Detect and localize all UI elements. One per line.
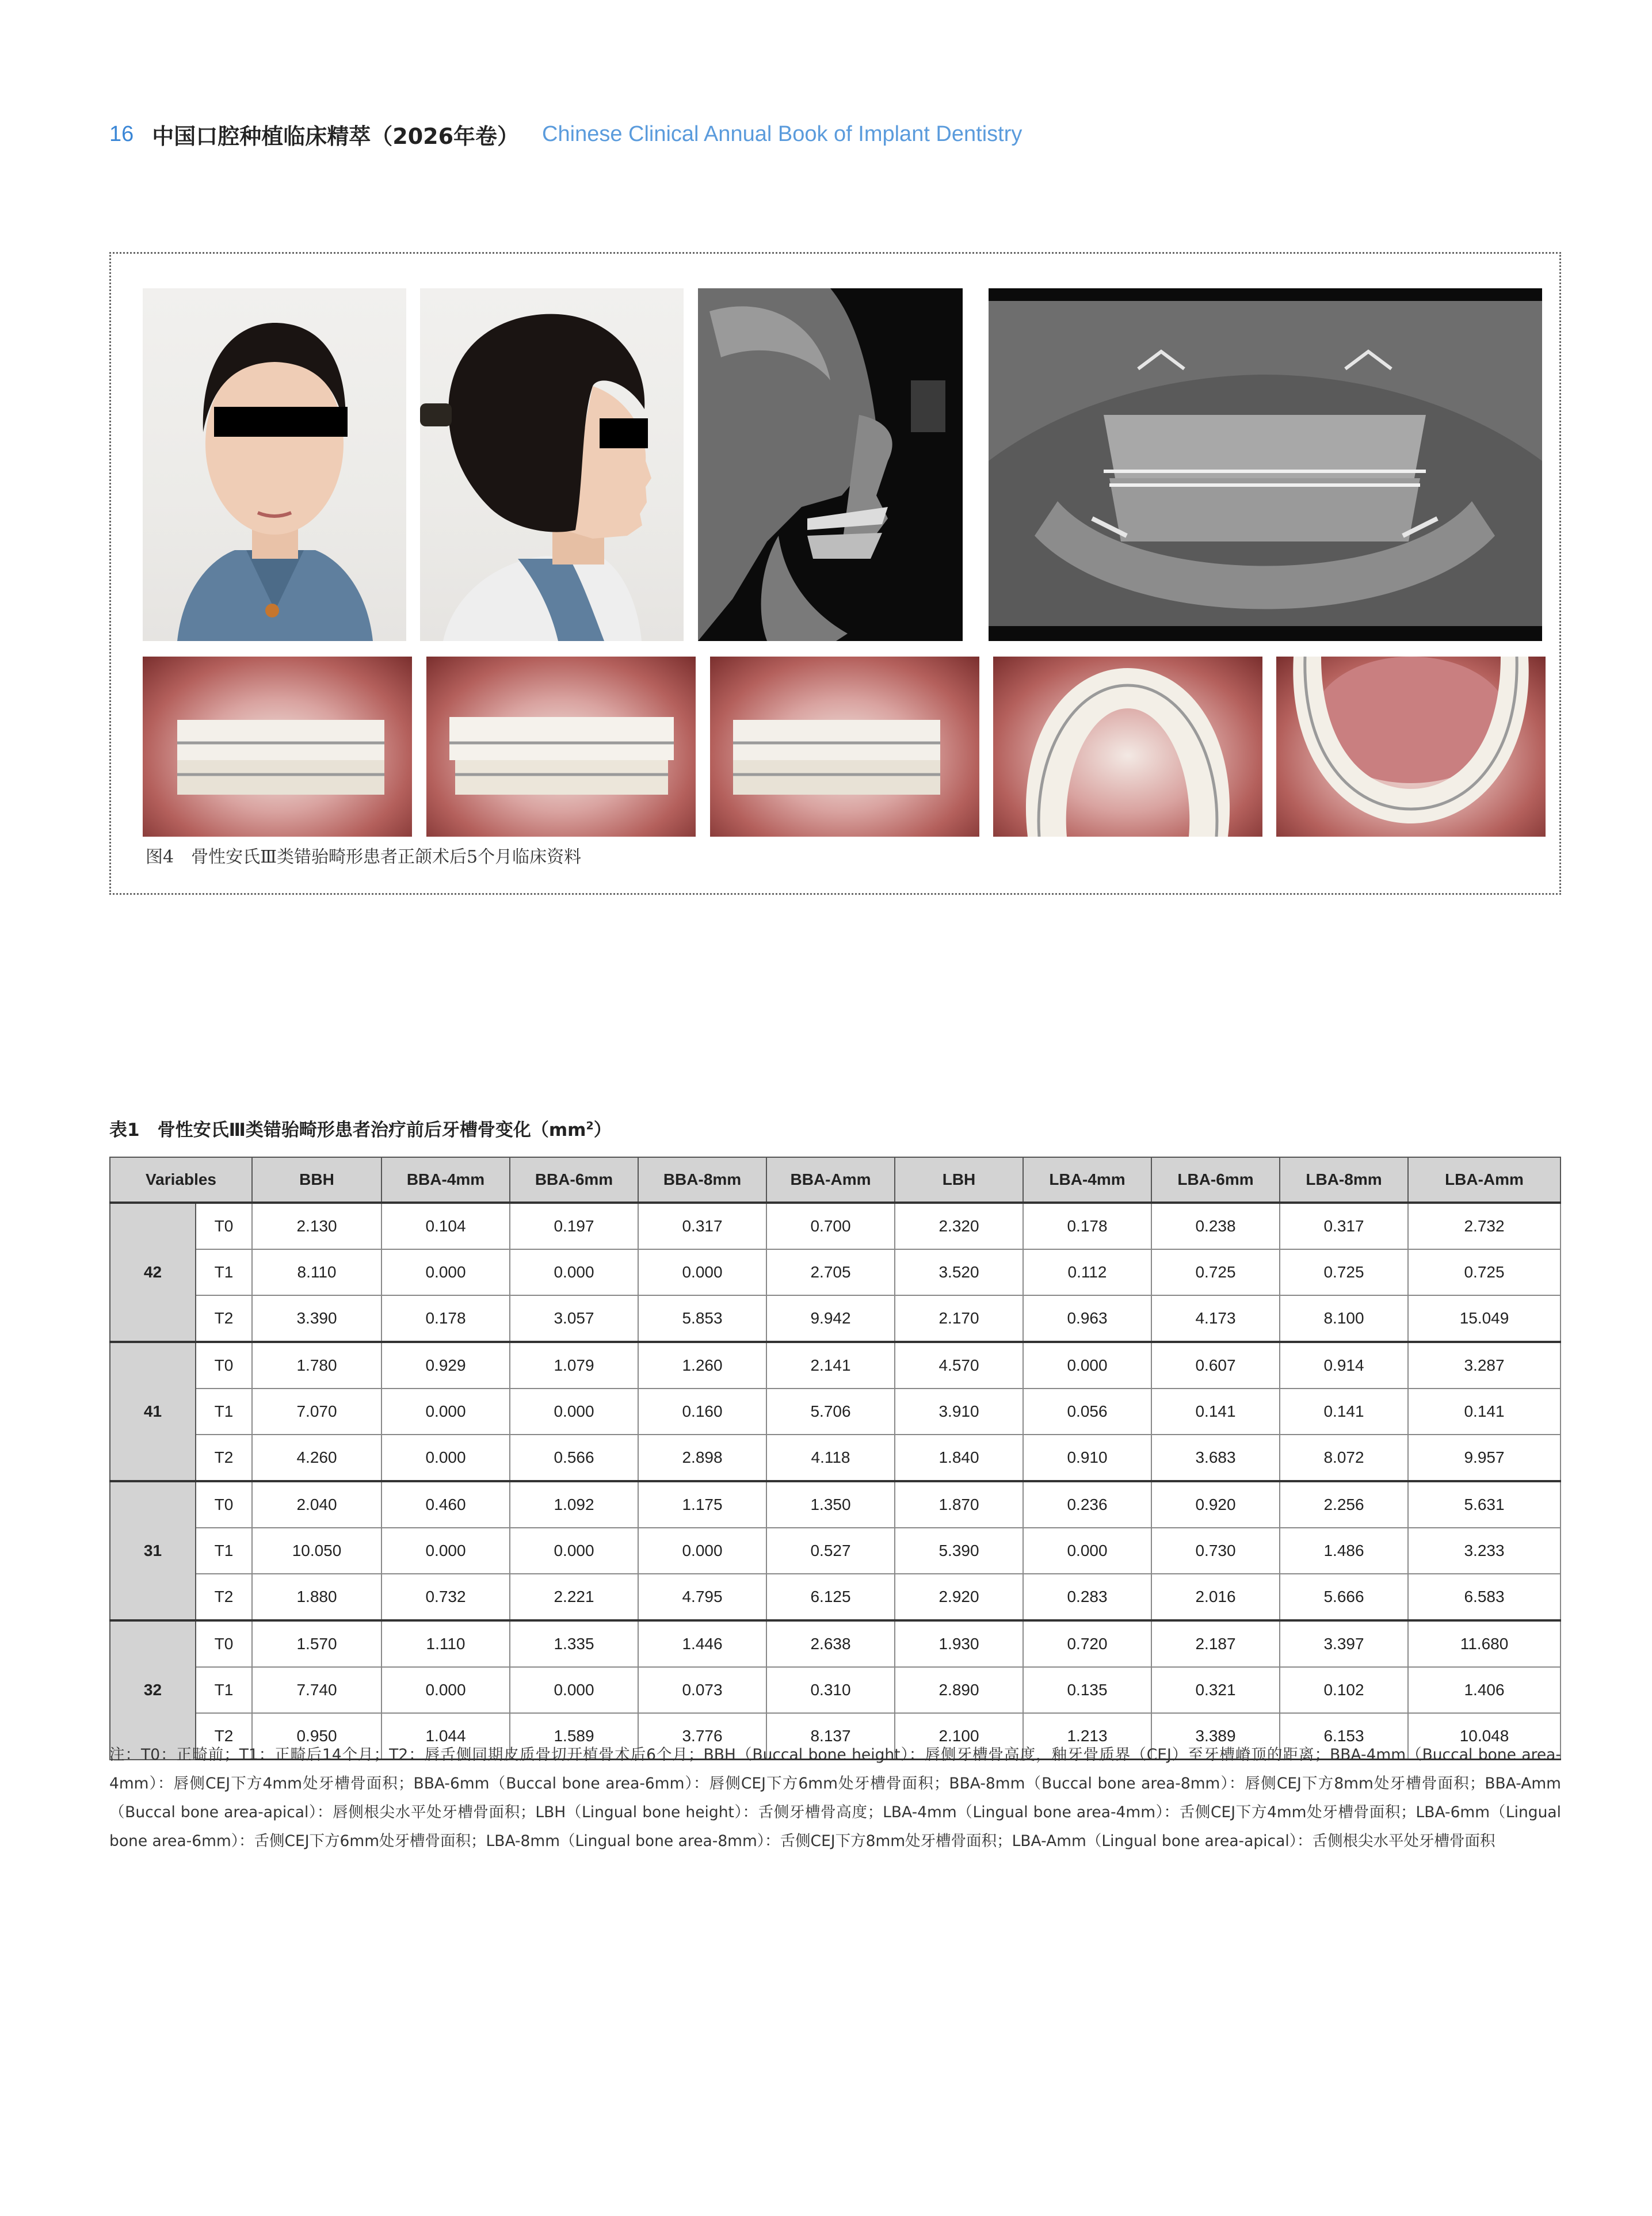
table-row <box>110 1574 1561 1620</box>
value-cell: 2.920 <box>895 1574 1023 1620</box>
table-header-row <box>110 1157 1561 1203</box>
column-header: LBA-Amm <box>1408 1157 1561 1203</box>
value-cell: 0.141 <box>1408 1389 1561 1435</box>
value-cell: 3.683 <box>1151 1435 1280 1481</box>
value-cell: 1.840 <box>895 1435 1023 1481</box>
value-cell: 0.238 <box>1151 1203 1280 1249</box>
page-number: 16 <box>109 121 134 146</box>
column-header: BBA-4mm <box>381 1157 510 1203</box>
value-cell: 0.283 <box>1023 1574 1151 1620</box>
value-cell: 8.100 <box>1280 1295 1408 1342</box>
value-cell: 1.446 <box>638 1620 766 1667</box>
value-cell: 5.853 <box>638 1295 766 1342</box>
value-cell: 0.104 <box>381 1203 510 1249</box>
eye-censor-bar <box>600 418 648 448</box>
value-cell: 0.000 <box>381 1528 510 1574</box>
timepoint-cell: T1 <box>196 1389 252 1435</box>
value-cell: 7.070 <box>252 1389 381 1435</box>
value-cell: 0.141 <box>1151 1389 1280 1435</box>
column-header: BBH <box>252 1157 381 1203</box>
value-cell: 5.666 <box>1280 1574 1408 1620</box>
alveolar-bone-table <box>109 1157 1561 1760</box>
value-cell: 2.890 <box>895 1667 1023 1713</box>
value-cell: 9.957 <box>1408 1435 1561 1481</box>
table-row <box>110 1249 1561 1295</box>
value-cell: 2.320 <box>895 1203 1023 1249</box>
value-cell: 0.000 <box>638 1528 766 1574</box>
value-cell: 0.178 <box>1023 1203 1151 1249</box>
column-header: Variables <box>110 1157 252 1203</box>
value-cell: 0.073 <box>638 1667 766 1713</box>
table-row <box>110 1342 1561 1389</box>
value-cell: 0.730 <box>1151 1528 1280 1574</box>
figure-caption: 图4 骨性安氏Ⅲ类错骀畸形患者正颌术后5个月临床资料 <box>146 847 582 867</box>
value-cell: 0.914 <box>1280 1342 1408 1389</box>
table-row <box>110 1203 1561 1249</box>
panoramic-radiograph <box>989 288 1542 641</box>
value-cell: 1.486 <box>1280 1528 1408 1574</box>
value-cell: 1.260 <box>638 1342 766 1389</box>
value-cell: 4.118 <box>766 1435 895 1481</box>
column-header: LBA-8mm <box>1280 1157 1408 1203</box>
value-cell: 8.137 <box>766 1713 895 1760</box>
value-cell: 1.880 <box>252 1574 381 1620</box>
value-cell: 8.072 <box>1280 1435 1408 1481</box>
frontal-face-photo <box>143 288 406 641</box>
timepoint-cell: T1 <box>196 1667 252 1713</box>
timepoint-cell: T0 <box>196 1342 252 1389</box>
intraoral-right-lateral-photo <box>143 657 412 837</box>
value-cell: 0.000 <box>510 1389 638 1435</box>
value-cell: 1.092 <box>510 1481 638 1528</box>
value-cell: 0.000 <box>638 1249 766 1295</box>
value-cell: 1.930 <box>895 1620 1023 1667</box>
value-cell: 2.040 <box>252 1481 381 1528</box>
value-cell: 9.942 <box>766 1295 895 1342</box>
value-cell: 5.631 <box>1408 1481 1561 1528</box>
value-cell: 3.776 <box>638 1713 766 1760</box>
table-row <box>110 1620 1561 1667</box>
value-cell: 3.057 <box>510 1295 638 1342</box>
value-cell: 3.287 <box>1408 1342 1561 1389</box>
running-header <box>109 117 1022 151</box>
value-cell: 0.732 <box>381 1574 510 1620</box>
book-title-en: Chinese Clinical Annual Book of Implant Dentistry <box>542 121 1023 146</box>
value-cell: 0.160 <box>638 1389 766 1435</box>
value-cell: 1.406 <box>1408 1667 1561 1713</box>
value-cell: 0.112 <box>1023 1249 1151 1295</box>
timepoint-cell: T0 <box>196 1203 252 1249</box>
value-cell: 2.170 <box>895 1295 1023 1342</box>
table-row <box>110 1435 1561 1481</box>
value-cell: 0.720 <box>1023 1620 1151 1667</box>
value-cell: 7.740 <box>252 1667 381 1713</box>
table-row <box>110 1528 1561 1574</box>
value-cell: 3.233 <box>1408 1528 1561 1574</box>
value-cell: 0.000 <box>1023 1342 1151 1389</box>
lateral-cephalogram <box>698 288 963 641</box>
value-cell: 2.221 <box>510 1574 638 1620</box>
value-cell: 2.705 <box>766 1249 895 1295</box>
value-cell: 0.460 <box>381 1481 510 1528</box>
intraoral-left-lateral-photo <box>710 657 979 837</box>
value-cell: 0.527 <box>766 1528 895 1574</box>
value-cell: 0.725 <box>1280 1249 1408 1295</box>
value-cell: 1.780 <box>252 1342 381 1389</box>
value-cell: 0.178 <box>381 1295 510 1342</box>
value-cell: 0.950 <box>252 1713 381 1760</box>
value-cell: 2.256 <box>1280 1481 1408 1528</box>
value-cell: 3.390 <box>252 1295 381 1342</box>
value-cell: 2.100 <box>895 1713 1023 1760</box>
value-cell: 0.000 <box>381 1667 510 1713</box>
value-cell: 2.016 <box>1151 1574 1280 1620</box>
value-cell: 0.566 <box>510 1435 638 1481</box>
table-notes: 注：T0：正畸前；T1：正畸后14个月；T2：唇舌侧同期皮质骨切开植骨术后6个月；BBH（Buccal bone height）：唇侧牙槽骨高度，釉牙骨质界（CEJ）至牙槽嵴顶的距离；BBA-4mm（Buccal bone area-4mm）：唇侧CEJ下方4mm处牙槽骨面积；BBA-6mm（Buccal bone area-6mm）：唇侧CEJ下方6mm处牙槽骨面积；BBA-8mm（Buccal bone area-8mm）：唇侧CEJ下方8mm处牙槽骨面积；BBA-Amm（Buccal bone area-apical）：唇侧根尖水平处牙槽骨面积；LBH（Lingual bone height）：舌侧牙槽骨高度；LBA-4mm（Lingual bone area-4mm）：舌侧CEJ下方4mm处牙槽骨面积；LBA-6mm（Lingual bone area-6mm）：舌侧CEJ下方6mm处牙槽骨面积；LBA-8mm（Lingual bone area-8mm）：舌侧CEJ下方8mm处牙槽骨面积；LBA-Amm（Lingual bone area-apical）：舌侧根尖水平处牙槽骨面积 <box>109 1746 1561 1850</box>
tooth-number-cell: 32 <box>110 1620 196 1760</box>
value-cell: 0.000 <box>510 1249 638 1295</box>
column-header: LBH <box>895 1157 1023 1203</box>
value-cell: 5.390 <box>895 1528 1023 1574</box>
intraoral-lower-occlusal-photo <box>1276 657 1546 837</box>
value-cell: 0.000 <box>1023 1528 1151 1574</box>
value-cell: 6.125 <box>766 1574 895 1620</box>
value-cell: 2.187 <box>1151 1620 1280 1667</box>
value-cell: 1.589 <box>510 1713 638 1760</box>
column-header: LBA-6mm <box>1151 1157 1280 1203</box>
value-cell: 3.520 <box>895 1249 1023 1295</box>
value-cell: 0.197 <box>510 1203 638 1249</box>
value-cell: 1.110 <box>381 1620 510 1667</box>
value-cell: 1.335 <box>510 1620 638 1667</box>
value-cell: 1.079 <box>510 1342 638 1389</box>
table-row <box>110 1481 1561 1528</box>
value-cell: 0.607 <box>1151 1342 1280 1389</box>
value-cell: 1.175 <box>638 1481 766 1528</box>
value-cell: 0.963 <box>1023 1295 1151 1342</box>
value-cell: 0.317 <box>638 1203 766 1249</box>
value-cell: 0.141 <box>1280 1389 1408 1435</box>
timepoint-cell: T0 <box>196 1481 252 1528</box>
value-cell: 1.044 <box>381 1713 510 1760</box>
column-header: BBA-8mm <box>638 1157 766 1203</box>
value-cell: 0.317 <box>1280 1203 1408 1249</box>
timepoint-cell: T1 <box>196 1528 252 1574</box>
value-cell: 0.000 <box>381 1435 510 1481</box>
value-cell: 0.725 <box>1151 1249 1280 1295</box>
value-cell: 0.056 <box>1023 1389 1151 1435</box>
value-cell: 4.795 <box>638 1574 766 1620</box>
column-header: BBA-Amm <box>766 1157 895 1203</box>
value-cell: 0.135 <box>1023 1667 1151 1713</box>
table-row <box>110 1295 1561 1342</box>
value-cell: 2.898 <box>638 1435 766 1481</box>
timepoint-cell: T2 <box>196 1574 252 1620</box>
value-cell: 10.050 <box>252 1528 381 1574</box>
timepoint-cell: T2 <box>196 1713 252 1760</box>
value-cell: 5.706 <box>766 1389 895 1435</box>
tooth-number-cell: 41 <box>110 1342 196 1481</box>
value-cell: 1.213 <box>1023 1713 1151 1760</box>
value-cell: 0.725 <box>1408 1249 1561 1295</box>
value-cell: 2.638 <box>766 1620 895 1667</box>
value-cell: 6.583 <box>1408 1574 1561 1620</box>
value-cell: 0.321 <box>1151 1667 1280 1713</box>
value-cell: 0.000 <box>381 1249 510 1295</box>
table-row <box>110 1389 1561 1435</box>
value-cell: 4.570 <box>895 1342 1023 1389</box>
profile-face-photo <box>420 288 684 641</box>
intraoral-frontal-photo <box>426 657 696 837</box>
column-header: BBA-6mm <box>510 1157 638 1203</box>
table-row <box>110 1667 1561 1713</box>
value-cell: 1.350 <box>766 1481 895 1528</box>
timepoint-cell: T2 <box>196 1295 252 1342</box>
table-title: 表1 骨性安氏Ⅲ类错骀畸形患者治疗前后牙槽骨变化$(mm^2)$ <box>109 1119 612 1141</box>
value-cell: 2.141 <box>766 1342 895 1389</box>
intraoral-upper-occlusal-photo <box>993 657 1262 837</box>
value-cell: 2.732 <box>1408 1203 1561 1249</box>
value-cell: 3.397 <box>1280 1620 1408 1667</box>
value-cell: 10.048 <box>1408 1713 1561 1760</box>
value-cell: 4.260 <box>252 1435 381 1481</box>
column-header: LBA-4mm <box>1023 1157 1151 1203</box>
tooth-number-cell: 31 <box>110 1481 196 1620</box>
value-cell: 8.110 <box>252 1249 381 1295</box>
value-cell: 0.929 <box>381 1342 510 1389</box>
value-cell: 0.000 <box>381 1389 510 1435</box>
value-cell: 11.680 <box>1408 1620 1561 1667</box>
value-cell: 3.910 <box>895 1389 1023 1435</box>
value-cell: 3.389 <box>1151 1713 1280 1760</box>
value-cell: 4.173 <box>1151 1295 1280 1342</box>
value-cell: 2.130 <box>252 1203 381 1249</box>
value-cell: 1.870 <box>895 1481 1023 1528</box>
eye-censor-bar <box>214 407 348 437</box>
value-cell: 0.102 <box>1280 1667 1408 1713</box>
value-cell: 0.310 <box>766 1667 895 1713</box>
value-cell: 15.049 <box>1408 1295 1561 1342</box>
book-title-cn: 中国口腔种植临床精萃（2026年卷） <box>152 123 520 149</box>
value-cell: 0.910 <box>1023 1435 1151 1481</box>
timepoint-cell: T2 <box>196 1435 252 1481</box>
value-cell: 0.236 <box>1023 1481 1151 1528</box>
value-cell: 0.000 <box>510 1528 638 1574</box>
timepoint-cell: T1 <box>196 1249 252 1295</box>
figure-4 <box>109 252 1561 895</box>
value-cell: 0.700 <box>766 1203 895 1249</box>
value-cell: 0.000 <box>510 1667 638 1713</box>
value-cell: 0.920 <box>1151 1481 1280 1528</box>
value-cell: 1.570 <box>252 1620 381 1667</box>
timepoint-cell: T0 <box>196 1620 252 1667</box>
tooth-number-cell: 42 <box>110 1203 196 1342</box>
value-cell: 6.153 <box>1280 1713 1408 1760</box>
